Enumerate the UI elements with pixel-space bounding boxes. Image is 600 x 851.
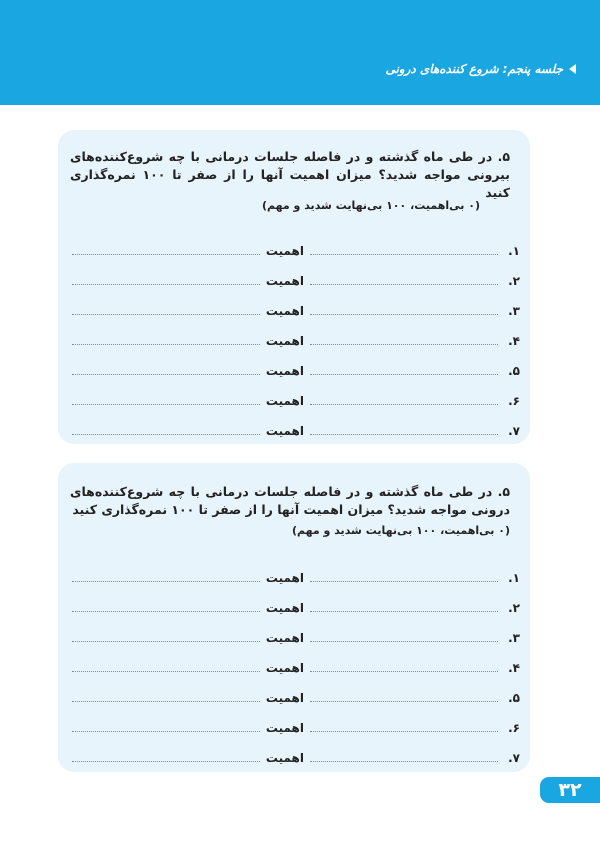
row-number: ۴. xyxy=(508,661,520,675)
importance-label: اهمیت xyxy=(265,751,304,765)
answer-row xyxy=(72,593,520,623)
answer-row xyxy=(72,236,520,266)
answer-row xyxy=(72,416,520,446)
answer-list xyxy=(72,236,520,446)
answer-row xyxy=(72,563,520,593)
exercise-card-internal xyxy=(58,463,530,772)
answer-row xyxy=(72,683,520,713)
importance-label: اهمیت xyxy=(265,244,304,258)
importance-line[interactable] xyxy=(72,640,260,642)
answer-line[interactable] xyxy=(310,610,498,612)
row-number: ۶. xyxy=(508,721,520,735)
answer-line[interactable] xyxy=(310,283,498,285)
page-number: ۳۲ xyxy=(540,777,600,803)
importance-line[interactable] xyxy=(72,433,260,435)
row-number: ۶. xyxy=(508,394,520,408)
importance-label: اهمیت xyxy=(265,304,304,318)
row-number: ۵. xyxy=(508,691,520,705)
importance-label: اهمیت xyxy=(265,334,304,348)
importance-line[interactable] xyxy=(72,670,260,672)
importance-label: اهمیت xyxy=(265,424,304,438)
question-text: ۵. در طی ماه گذشته و در فاصله جلسات درمانی با چه شروع‌کننده‌های بیرونی مواجه شدید؟ میزان اهمیت آنها را از صفر تا ۱۰۰ نمره‌گذاری کنید xyxy=(70,149,510,200)
answer-line[interactable] xyxy=(310,760,498,762)
importance-line[interactable] xyxy=(72,760,260,762)
exercise-card-external xyxy=(58,130,530,444)
answer-line[interactable] xyxy=(310,253,498,255)
answer-line[interactable] xyxy=(310,373,498,375)
importance-label: اهمیت xyxy=(265,274,304,288)
importance-label: اهمیت xyxy=(265,631,304,645)
answer-row xyxy=(72,326,520,356)
row-number: ۱. xyxy=(508,571,520,585)
importance-label: اهمیت xyxy=(265,364,304,378)
row-number: ۵. xyxy=(508,364,520,378)
row-number: ۳. xyxy=(508,304,520,318)
answer-line[interactable] xyxy=(310,700,498,702)
chapter-title xyxy=(385,62,576,76)
scale-note: (۰ بی‌اهمیت، ۱۰۰ بی‌نهایت شدید و مهم) xyxy=(291,524,510,537)
chapter-title-text: جلسه پنجم: شروع کننده‌های درونی xyxy=(385,62,563,76)
answer-line[interactable] xyxy=(310,580,498,582)
answer-row xyxy=(72,713,520,743)
row-number: ۲. xyxy=(508,274,520,288)
answer-line[interactable] xyxy=(310,670,498,672)
answer-line[interactable] xyxy=(310,730,498,732)
importance-line[interactable] xyxy=(72,580,260,582)
importance-line[interactable] xyxy=(72,313,260,315)
importance-label: اهمیت xyxy=(265,661,304,675)
importance-line[interactable] xyxy=(72,610,260,612)
answer-row xyxy=(72,743,520,773)
answer-line[interactable] xyxy=(310,433,498,435)
importance-label: اهمیت xyxy=(265,601,304,615)
importance-line[interactable] xyxy=(72,283,260,285)
answer-list xyxy=(72,563,520,773)
answer-line[interactable] xyxy=(310,403,498,405)
answer-row xyxy=(72,296,520,326)
scale-note: (۰ بی‌اهمیت، ۱۰۰ بی‌نهایت شدید و مهم) xyxy=(261,199,480,212)
answer-row xyxy=(72,653,520,683)
importance-line[interactable] xyxy=(72,343,260,345)
answer-row xyxy=(72,356,520,386)
importance-line[interactable] xyxy=(72,373,260,375)
row-number: ۷. xyxy=(508,751,520,765)
row-number: ۲. xyxy=(508,601,520,615)
answer-line[interactable] xyxy=(310,313,498,315)
answer-line[interactable] xyxy=(310,343,498,345)
importance-line[interactable] xyxy=(72,730,260,732)
importance-line[interactable] xyxy=(72,700,260,702)
row-number: ۳. xyxy=(508,631,520,645)
answer-row xyxy=(72,386,520,416)
importance-label: اهمیت xyxy=(265,394,304,408)
row-number: ۱. xyxy=(508,244,520,258)
triangle-marker-icon xyxy=(569,64,576,74)
answer-row xyxy=(72,266,520,296)
row-number: ۴. xyxy=(508,334,520,348)
importance-label: اهمیت xyxy=(265,571,304,585)
importance-line[interactable] xyxy=(72,403,260,405)
header-bar xyxy=(0,0,600,105)
answer-line[interactable] xyxy=(310,640,498,642)
importance-label: اهمیت xyxy=(265,691,304,705)
row-number: ۷. xyxy=(508,424,520,438)
question-text: ۵. در طی ماه گذشته و در فاصله جلسات درمانی با چه شروع‌کننده‌های درونی مواجه شدید؟ میزان اهمیت آنها را از صفر تا ۱۰۰ نمره‌گذاری کنید xyxy=(70,484,510,517)
importance-label: اهمیت xyxy=(265,721,304,735)
importance-line[interactable] xyxy=(72,253,260,255)
answer-row xyxy=(72,623,520,653)
